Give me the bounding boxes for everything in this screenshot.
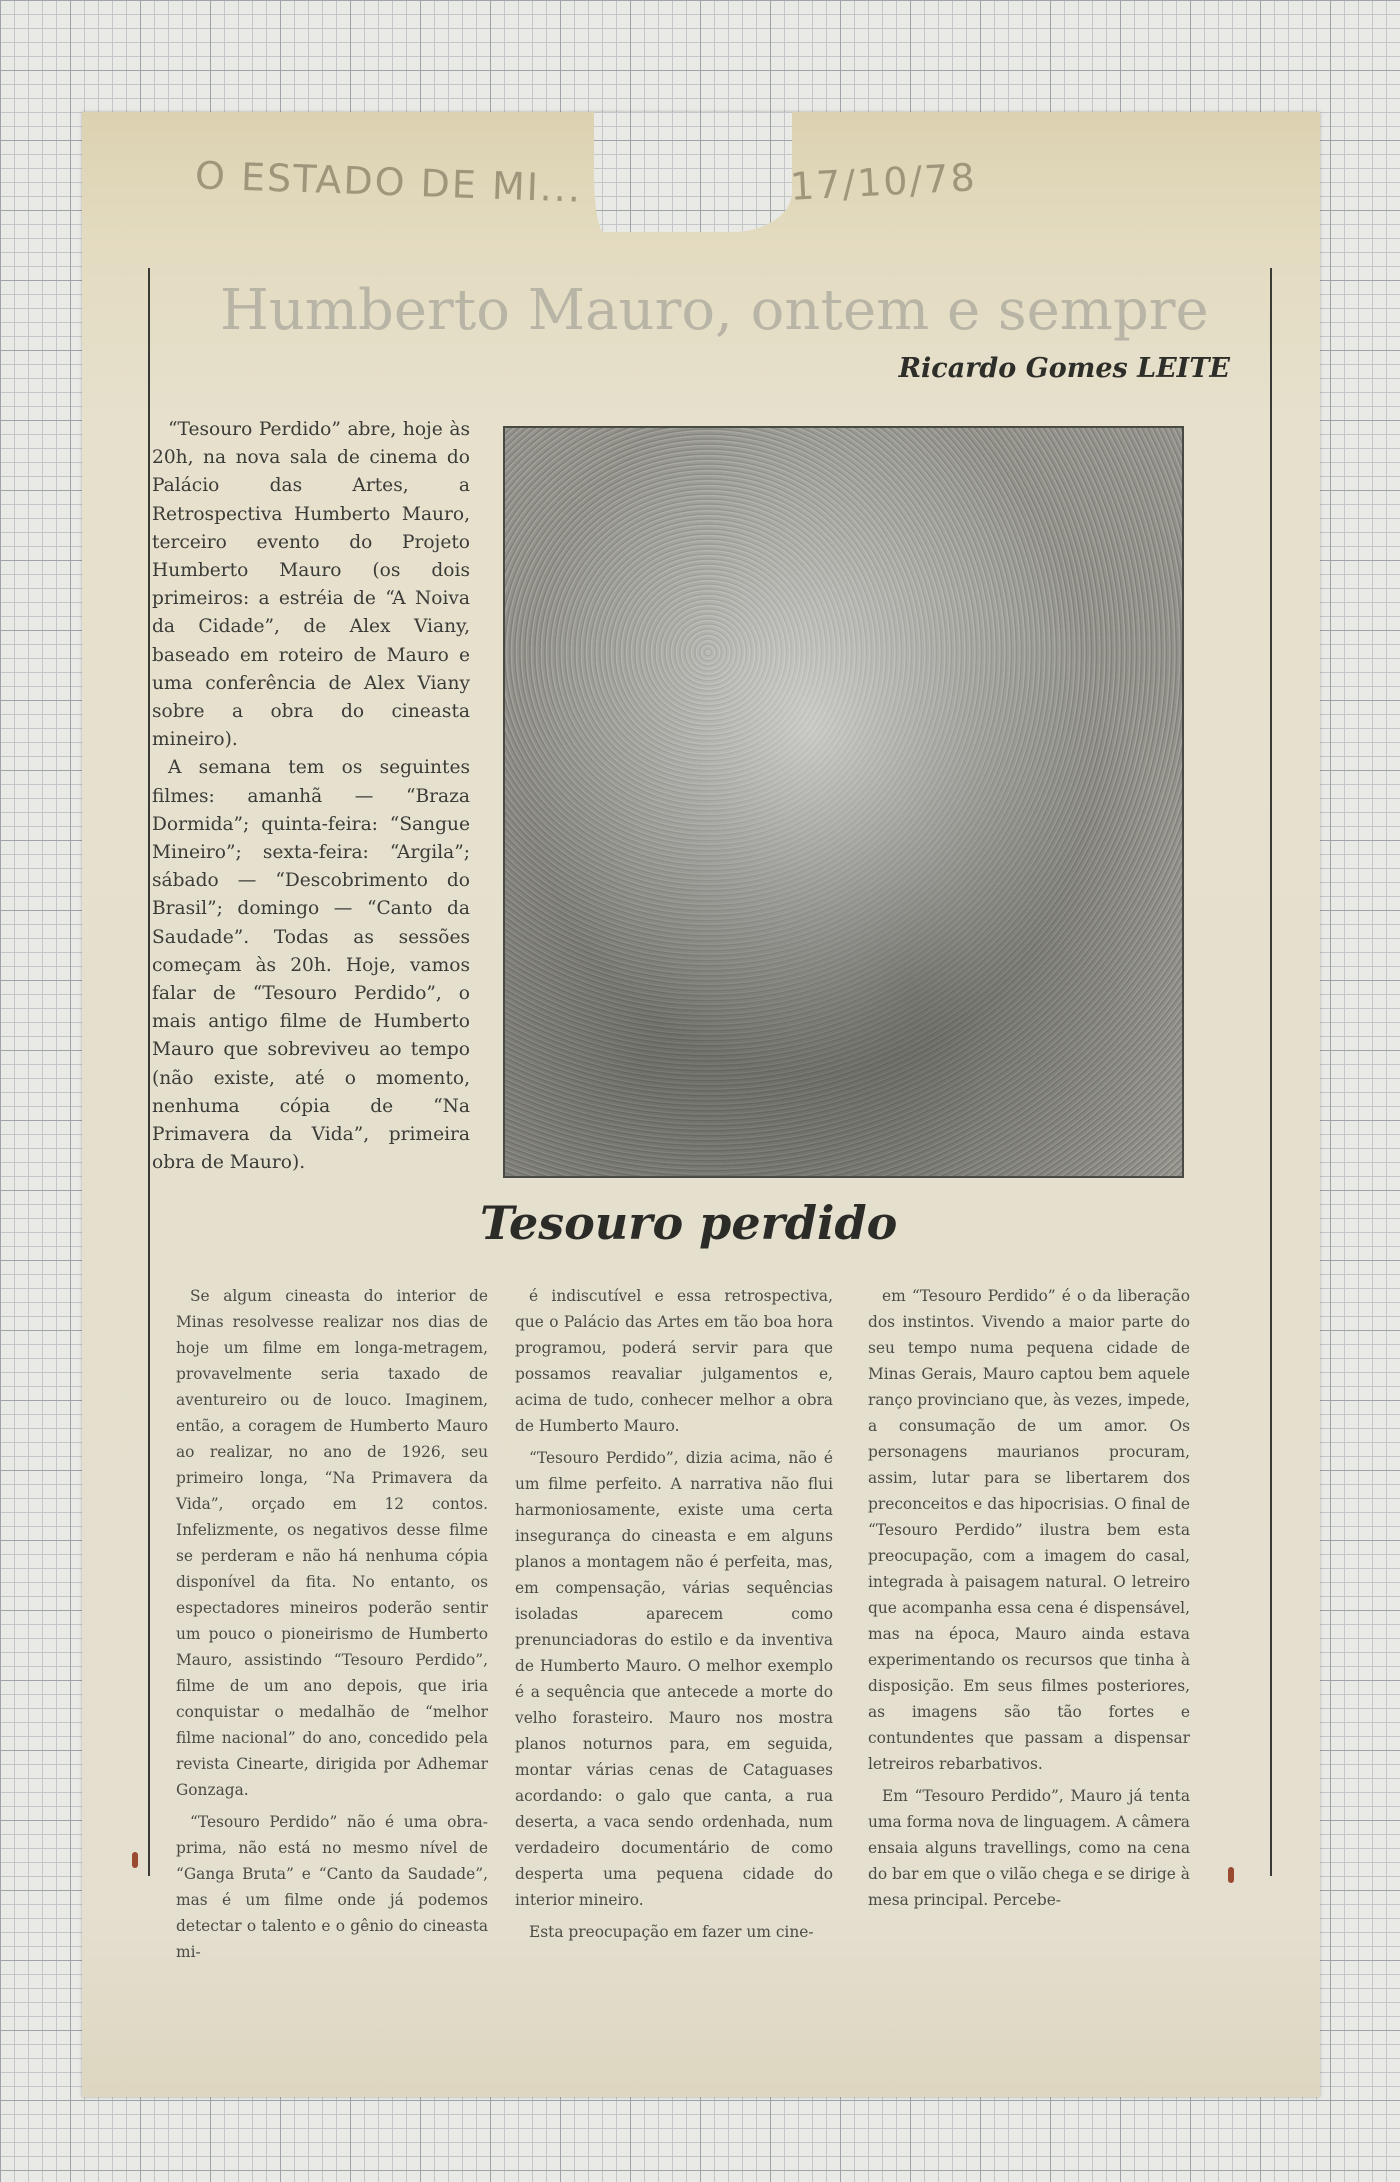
intro-paragraph: “Tesouro Perdido” abre, hoje às 20h, na nova sala de cinema do Palácio das Artes, a Retrospectiva Humberto Mauro, terceiro evento do Projeto Humberto Mauro (os dois primeiros: a estréia de “A Noiva da Cidade”, de Alex Viany, baseado em roteiro de Mauro e uma conferência de Alex Viany sobre a obra do cineasta mineiro).	[152, 419, 470, 751]
film-still-photo	[503, 426, 1184, 1178]
article-headline: Humberto Mauro, ontem e sempre	[220, 278, 1209, 343]
body-paragraph: em “Tesouro Perdido” é o da liberação dos instintos. Vivendo a maior parte do seu tempo numa pequena cidade de Minas Gerais, Mauro captou bem aquele ranço provinciano que, às vezes, impede, a consumação de um amor. Os personagens maurianos procuram, assim, lutar para se libertarem dos preconceitos e das hipocrisias. O final de “Tesouro Perdido” ilustra bem esta preocupação, com a imagem do casal, integrada à paisagem natural. O letreiro que acompanha essa cena é dispensável, mas na época, Mauro ainda estava experimentando os recursos que tinha à disposição. Em seus filmes posteriores, as imagens são tão fortes e contundentes que passam a dispensar letreiros rebarbativos.	[868, 1287, 1190, 1773]
text-column-2	[515, 1283, 833, 1941]
body-paragraph: “Tesouro Perdido” não é uma obra-prima, não está no mesmo nível de “Ganga Bruta” e “Canto da Saudade”, mas é um filme onde já podemos detectar o talento e o gênio do cineasta mi-	[176, 1813, 488, 1961]
handwritten-date: 17/10/78	[788, 155, 978, 209]
torn-notch	[594, 112, 792, 232]
body-paragraph: é indiscutível e essa retrospectiva, que o Palácio das Artes em tão boa hora programou, poderá servir para que possamos reavaliar julgamentos e, acima de tudo, conhecer melhor a obra de Humberto Mauro.	[515, 1287, 833, 1435]
text-column-1	[176, 1283, 488, 1961]
intro-column	[152, 416, 470, 1177]
rust-mark	[132, 1852, 138, 1868]
section-subheadline: Tesouro perdido	[480, 1196, 898, 1250]
newspaper-clipping	[148, 268, 1272, 1961]
text-column-3	[868, 1283, 1190, 1909]
body-paragraph: Se algum cineasta do interior de Minas resolvesse realizar nos dias de hoje um filme em longa-metragem, provavelmente seria taxado de aventureiro ou de louco. Imaginem, então, a coragem de Humberto Mauro ao realizar, no ano de 1926, seu primeiro longa, “Na Primavera da Vida”, orçado em 12 contos. Infelizmente, os negativos desse filme se perderam e não há nenhuma cópia disponível da fita. No entanto, os espectadores mineiros poderão sentir um pouco o pioneirismo de Humberto Mauro, assistindo “Tesouro Perdido”, filme de um ano depois, que iria conquistar o medalhão de “melhor filme nacional” do ano, concedido pela revista Cinearte, dirigida por Adhemar Gonzaga.	[176, 1287, 488, 1799]
body-paragraph: “Tesouro Perdido”, dizia acima, não é um filme perfeito. A narrativa não flui harmoniosamente, existe uma certa insegurança do cineasta e em alguns planos a montagem não é perfeita, mas, em compensação, várias sequências isoladas aparecem como prenunciadoras do estilo e da inventiva de Humberto Mauro. O melhor exemplo é a sequência que antecede a morte do velho forasteiro. Mauro nos mostra planos noturnos para, em seguida, montar várias cenas de Cataguases acordando: o galo que canta, a rua deserta, a vaca sendo ordenhada, num verdadeiro documentário de como desperta uma pequena cidade do interior mineiro.	[515, 1449, 833, 1909]
body-paragraph: Esta preocupação em fazer um cine-	[529, 1923, 814, 1941]
article-byline: Ricardo Gomes LEITE	[898, 353, 1230, 384]
handwritten-source-note: O ESTADO DE MI...	[194, 153, 583, 211]
intro-paragraph: A semana tem os seguintes filmes: amanhã — “Braza Dormida”; quinta-feira: “Sangue Mineiro”; sexta-feira: “Argila”; sábado — “Descobrimento do Brasil”; domingo — “Canto da Saudade”. Todas as sessões começam às 20h. Hoje, vamos falar de “Tesouro Perdido”, o mais antigo filme de Humberto Mauro que sobreviveu ao tempo (não existe, até o momento, nenhuma cópia de “Na Primavera da Vida”, primeira obra de Mauro).	[152, 757, 470, 1174]
body-paragraph: Em “Tesouro Perdido”, Mauro já tenta uma forma nova de linguagem. A câmera ensaia alguns travellings, como na cena do bar em que o vilão chega e se dirige à mesa principal. Percebe-	[868, 1787, 1190, 1909]
